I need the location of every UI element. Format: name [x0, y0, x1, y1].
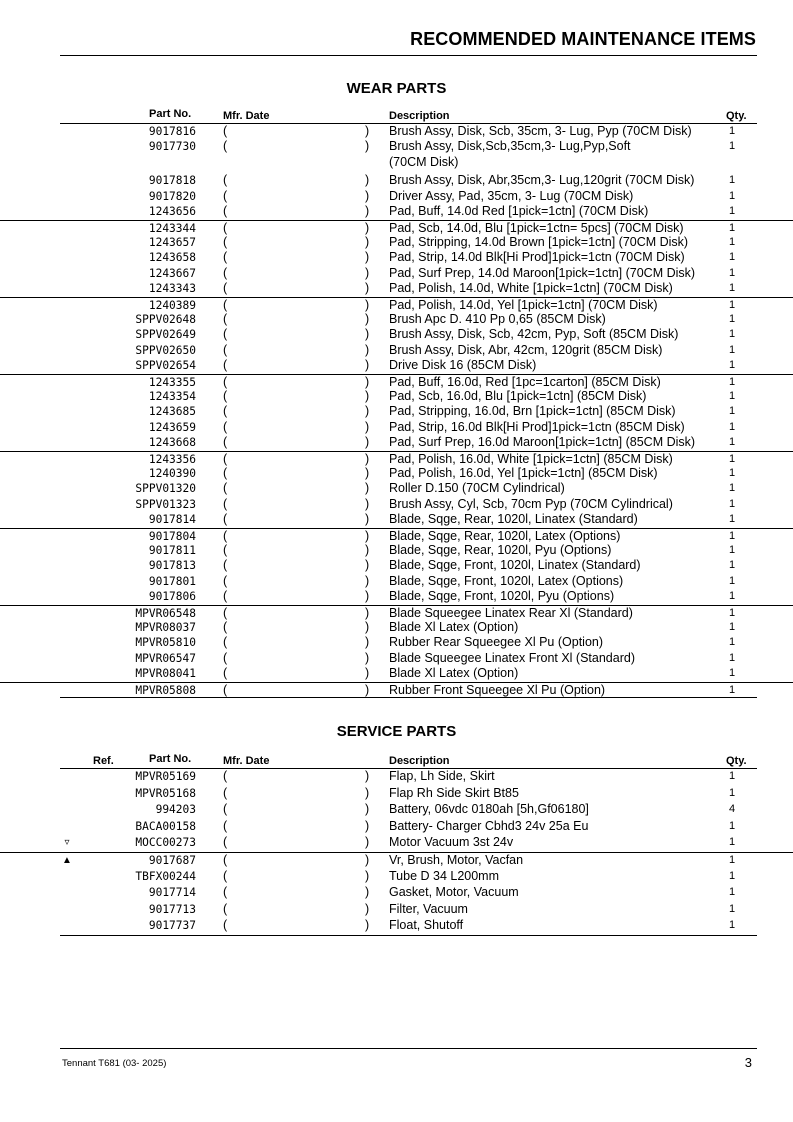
- part-number: 9017730: [148, 140, 196, 154]
- quantity: 1: [728, 420, 736, 433]
- mfr-date-close-paren: ): [365, 802, 370, 817]
- part-number: 1243656: [148, 205, 196, 219]
- mfr-date-close-paren: ): [365, 204, 370, 219]
- mfr-date-close-paren: ): [365, 311, 370, 326]
- quantity: 1: [728, 513, 736, 526]
- table-row: [0, 266, 793, 281]
- footer-rule: [60, 1048, 757, 1049]
- quantity: 1: [728, 251, 736, 264]
- mfr-date-close-paren: ): [365, 619, 370, 634]
- part-number: 9017818: [148, 174, 196, 188]
- mfr-date-open-paren: (: [223, 573, 228, 588]
- part-number: 1243344: [148, 221, 196, 235]
- mfr-date-open-paren: (: [223, 451, 228, 466]
- mfr-date-open-paren: (: [223, 650, 228, 665]
- part-number: 1243668: [148, 436, 196, 450]
- mfr-date-open-paren: (: [223, 769, 228, 783]
- page-number: 3: [744, 1055, 752, 1070]
- description: Blade, Sqge, Front, 1020l, Linatex (Standard): [389, 558, 641, 573]
- wear-col-mfr-date: Mfr. Date: [223, 110, 270, 122]
- part-number: 9017737: [148, 919, 196, 933]
- mfr-date-open-paren: (: [223, 188, 228, 203]
- mfr-date-close-paren: ): [365, 297, 370, 312]
- description: Brush Assy, Disk,Scb,35cm,3- Lug,Pyp,Soft: [389, 139, 631, 154]
- mfr-date-close-paren: ): [365, 173, 370, 188]
- mfr-date-open-paren: (: [223, 868, 228, 883]
- description: Pad, Scb, 14.0d, Blu [1pick=1ctn= 5pcs] (70CM Disk): [389, 220, 684, 235]
- part-number: 994203: [155, 803, 196, 817]
- quantity: 1: [728, 620, 736, 633]
- part-number: 9017811: [148, 543, 196, 557]
- description: Blade, Sqge, Rear, 1020l, Pyu (Options): [389, 542, 612, 557]
- quantity: 1: [728, 651, 736, 664]
- quantity: 1: [728, 436, 736, 449]
- part-number: 9017713: [148, 902, 196, 916]
- part-number: MPVR08041: [135, 667, 196, 681]
- description: Pad, Polish, 14.0d, White [1pick=1ctn] (70CM Disk): [389, 281, 673, 296]
- table-row: [0, 589, 793, 604]
- part-number: 1243355: [148, 375, 196, 389]
- mfr-date-close-paren: ): [365, 327, 370, 342]
- quantity: 1: [728, 343, 736, 356]
- mfr-date-open-paren: (: [223, 558, 228, 573]
- mfr-date-open-paren: (: [223, 481, 228, 496]
- description: Motor Vacuum 3st 24v: [389, 835, 514, 850]
- description: Driver Assy, Pad, 35cm, 3- Lug (70CM Disk): [389, 188, 634, 203]
- mfr-date-open-paren: (: [223, 311, 228, 326]
- mfr-date-close-paren: ): [365, 265, 370, 280]
- wear-parts-title: WEAR PARTS: [346, 80, 447, 97]
- table-row: [0, 327, 793, 342]
- part-number: MPVR05169: [135, 770, 196, 783]
- table-row: [0, 902, 793, 917]
- mfr-date-open-paren: (: [223, 853, 228, 867]
- description: Pad, Polish, 16.0d, White [1pick=1ctn] (85CM Disk): [389, 451, 673, 466]
- mfr-date-open-paren: (: [223, 374, 228, 389]
- part-number: 9017820: [148, 189, 196, 203]
- mfr-date-close-paren: ): [365, 139, 370, 154]
- part-number: MPVR06548: [135, 606, 196, 620]
- quantity: 1: [728, 359, 736, 372]
- table-row: [0, 605, 793, 621]
- mfr-date-open-paren: (: [223, 619, 228, 634]
- description: Pad, Stripping, 14.0d Brown [1pick=1ctn] (70CM Disk): [389, 234, 689, 249]
- mfr-date-close-paren: ): [365, 374, 370, 389]
- table-row: [0, 312, 793, 327]
- table-row: [0, 389, 793, 404]
- description: Gasket, Motor, Vacuum: [389, 885, 519, 900]
- mfr-date-close-paren: ): [365, 419, 370, 434]
- description: Pad, Buff, 14.0d Red [1pick=1ctn] (70CM Disk): [389, 204, 649, 219]
- quantity: 1: [728, 786, 736, 799]
- table-row: [0, 466, 793, 481]
- mfr-date-open-paren: (: [223, 173, 228, 188]
- description-continued: (70CM Disk): [389, 154, 459, 169]
- service-col-part-no: Part No.: [149, 753, 192, 765]
- part-number: 1243685: [148, 405, 196, 419]
- mfr-date-close-paren: ): [365, 589, 370, 604]
- description: Pad, Stripping, 16.0d, Brn [1pick=1ctn] (85CM Disk): [389, 404, 676, 419]
- mfr-date-open-paren: (: [223, 234, 228, 249]
- quantity: 1: [728, 125, 736, 137]
- description: Brush Assy, Disk, Abr, 42cm, 120grit (85CM Disk): [389, 342, 663, 357]
- description: Blade, Sqge, Front, 1020l, Latex (Options): [389, 573, 624, 588]
- mfr-date-open-paren: (: [223, 885, 228, 900]
- mfr-date-close-paren: ): [365, 528, 370, 543]
- mfr-date-close-paren: ): [365, 682, 370, 697]
- quantity: 1: [728, 389, 736, 402]
- table-row: [0, 250, 793, 265]
- part-number: 1243658: [148, 251, 196, 265]
- description: Filter, Vacuum: [389, 901, 468, 916]
- description: Pad, Surf Prep, 16.0d Maroon[1pick=1ctn] (85CM Disk): [389, 435, 696, 450]
- part-number: SPPV02649: [135, 328, 196, 342]
- part-number: MPVR05808: [135, 683, 196, 697]
- mfr-date-close-paren: ): [365, 818, 370, 833]
- description: Blade, Sqge, Front, 1020l, Pyu (Options): [389, 589, 615, 604]
- description: Blade Xl Latex (Option): [389, 666, 519, 681]
- quantity: 1: [728, 819, 736, 832]
- table-row: [0, 651, 793, 666]
- mfr-date-open-paren: (: [223, 635, 228, 650]
- description: Battery- Charger Cbhd3 24v 25a Eu: [389, 818, 589, 833]
- part-number: 1243356: [148, 452, 196, 466]
- quantity: 1: [728, 235, 736, 248]
- table-row: [0, 558, 793, 573]
- quantity: 1: [728, 189, 736, 202]
- part-number: MPVR06547: [135, 651, 196, 665]
- part-number: TBFX00244: [135, 869, 196, 883]
- mfr-date-close-paren: ): [365, 868, 370, 883]
- description: Pad, Strip, 16.0d Blk[Hi Prod]1pick=1ctn (85CM Disk): [389, 419, 685, 434]
- ref-marker: ▲: [62, 855, 72, 866]
- description: Brush Apc D. 410 Pp 0,65 (85CM Disk): [389, 311, 606, 326]
- wear-table-bottom-rule: [60, 697, 757, 698]
- mfr-date-open-paren: (: [223, 542, 228, 557]
- quantity: 1: [728, 452, 736, 465]
- description: Drive Disk 16 (85CM Disk): [389, 358, 537, 373]
- mfr-date-open-paren: (: [223, 528, 228, 543]
- description: Pad, Buff, 16.0d, Red [1pc=1carton] (85CM Disk): [389, 374, 661, 389]
- quantity: 1: [728, 543, 736, 556]
- mfr-date-open-paren: (: [223, 265, 228, 280]
- mfr-date-open-paren: (: [223, 589, 228, 604]
- header-rule: [60, 55, 757, 56]
- table-row: [0, 139, 793, 154]
- description: Rubber Front Squeegee Xl Pu (Option): [389, 682, 606, 697]
- part-number: 1243354: [148, 389, 196, 403]
- service-col-mfr-date: Mfr. Date: [223, 755, 270, 767]
- table-row: [0, 666, 793, 681]
- mfr-date-open-paren: (: [223, 124, 228, 138]
- description: Blade, Sqge, Rear, 1020l, Latex (Options): [389, 528, 621, 543]
- mfr-date-open-paren: (: [223, 918, 228, 933]
- mfr-date-open-paren: (: [223, 204, 228, 219]
- mfr-date-close-paren: ): [365, 573, 370, 588]
- part-number: 1240389: [148, 298, 196, 312]
- mfr-date-close-paren: ): [365, 785, 370, 800]
- description: Roller D.150 (70CM Cylindrical): [389, 481, 565, 496]
- table-row: [0, 852, 793, 868]
- table-row: [0, 204, 793, 219]
- mfr-date-close-paren: ): [365, 388, 370, 403]
- table-row: [0, 220, 793, 236]
- service-col-qty: Qty.: [726, 755, 747, 767]
- mfr-date-close-paren: ): [365, 342, 370, 357]
- footer-document-id: Tennant T681 (03- 2025): [62, 1058, 167, 1069]
- mfr-date-open-paren: (: [223, 358, 228, 373]
- description: Float, Shutoff: [389, 918, 464, 933]
- mfr-date-close-paren: ): [365, 666, 370, 681]
- mfr-date-open-paren: (: [223, 496, 228, 511]
- table-row: [0, 635, 793, 650]
- table-row: [0, 481, 793, 496]
- part-number: 1243657: [148, 235, 196, 249]
- mfr-date-close-paren: ): [365, 635, 370, 650]
- quantity: 1: [728, 836, 736, 849]
- quantity: 1: [728, 559, 736, 572]
- mfr-date-close-paren: ): [365, 465, 370, 480]
- mfr-date-open-paren: (: [223, 435, 228, 450]
- quantity: 1: [728, 574, 736, 587]
- mfr-date-close-paren: ): [365, 250, 370, 265]
- description: Tube D 34 L200mm: [389, 868, 500, 883]
- mfr-date-close-paren: ): [365, 188, 370, 203]
- mfr-date-close-paren: ): [365, 769, 370, 783]
- part-number: SPPV02650: [135, 343, 196, 357]
- mfr-date-close-paren: ): [365, 234, 370, 249]
- mfr-date-open-paren: (: [223, 802, 228, 817]
- description: Pad, Polish, 16.0d, Yel [1pick=1ctn] (85CM Disk): [389, 465, 658, 480]
- part-number: MPVR05168: [135, 786, 196, 800]
- description: Pad, Polish, 14.0d, Yel [1pick=1ctn] (70CM Disk): [389, 297, 658, 312]
- service-table-bottom-rule: [60, 935, 757, 936]
- mfr-date-open-paren: (: [223, 139, 228, 154]
- quantity: 1: [728, 221, 736, 234]
- mfr-date-close-paren: ): [365, 358, 370, 373]
- mfr-date-close-paren: ): [365, 853, 370, 867]
- mfr-date-close-paren: ): [365, 404, 370, 419]
- quantity: 1: [728, 174, 736, 187]
- description: Pad, Strip, 14.0d Blk[Hi Prod]1pick=1ctn (70CM Disk): [389, 250, 685, 265]
- table-row: [0, 404, 793, 419]
- table-row: [0, 574, 793, 589]
- table-row: [0, 420, 793, 435]
- table-row: [0, 543, 793, 558]
- quantity: 1: [728, 770, 736, 782]
- table-row: [0, 512, 793, 527]
- description: Flap Rh Side Skirt Bt85: [389, 785, 519, 800]
- quantity: 1: [728, 328, 736, 341]
- table-row: [0, 374, 793, 390]
- mfr-date-close-paren: ): [365, 481, 370, 496]
- part-number: 9017801: [148, 574, 196, 588]
- quantity: 1: [728, 636, 736, 649]
- mfr-date-open-paren: (: [223, 785, 228, 800]
- mfr-date-open-paren: (: [223, 297, 228, 312]
- quantity: 1: [728, 140, 736, 153]
- mfr-date-open-paren: (: [223, 835, 228, 850]
- mfr-date-open-paren: (: [223, 281, 228, 296]
- part-number: SPPV01320: [135, 482, 196, 496]
- part-number: 9017804: [148, 529, 196, 543]
- description: Brush Assy, Disk, Scb, 35cm, 3- Lug, Pyp (70CM Disk): [389, 124, 692, 138]
- table-row: [0, 281, 793, 296]
- service-parts-title: SERVICE PARTS: [336, 723, 457, 740]
- part-number: 1243659: [148, 420, 196, 434]
- part-number: SPPV02654: [135, 359, 196, 373]
- mfr-date-close-paren: ): [365, 281, 370, 296]
- mfr-date-open-paren: (: [223, 419, 228, 434]
- table-row: [0, 819, 793, 834]
- table-row: [0, 869, 793, 884]
- ref-marker: ▿: [64, 837, 70, 849]
- part-number: 9017806: [148, 590, 196, 604]
- quantity: 1: [728, 606, 736, 619]
- table-row: [0, 802, 793, 817]
- mfr-date-open-paren: (: [223, 342, 228, 357]
- table-row: [0, 835, 793, 850]
- quantity: 1: [728, 886, 736, 899]
- table-row: [0, 918, 793, 933]
- description: Blade Squeegee Linatex Rear Xl (Standard): [389, 605, 633, 620]
- description: Vr, Brush, Motor, Vacfan: [389, 853, 524, 867]
- mfr-date-open-paren: (: [223, 666, 228, 681]
- mfr-date-open-paren: (: [223, 818, 228, 833]
- wear-col-part-no: Part No.: [149, 108, 192, 120]
- service-col-description: Description: [389, 755, 450, 767]
- table-row: [0, 358, 793, 373]
- page-title: RECOMMENDED MAINTENANCE ITEMS: [410, 29, 756, 49]
- quantity: 1: [728, 869, 736, 882]
- mfr-date-close-paren: ): [365, 124, 370, 138]
- part-number: MPVR05810: [135, 636, 196, 650]
- mfr-date-open-paren: (: [223, 512, 228, 527]
- table-row: [0, 235, 793, 250]
- mfr-date-close-paren: ): [365, 496, 370, 511]
- description: Blade Squeegee Linatex Front Xl (Standard): [389, 650, 635, 665]
- quantity: 1: [728, 282, 736, 295]
- quantity: 1: [728, 266, 736, 279]
- part-number: 9017816: [148, 125, 196, 138]
- mfr-date-close-paren: ): [365, 435, 370, 450]
- quantity: 1: [728, 919, 736, 932]
- quantity: 1: [728, 902, 736, 915]
- part-number: 9017687: [148, 854, 196, 867]
- table-row: [0, 620, 793, 635]
- mfr-date-close-paren: ): [365, 451, 370, 466]
- mfr-date-open-paren: (: [223, 220, 228, 235]
- table-row: [0, 343, 793, 358]
- mfr-date-open-paren: (: [223, 682, 228, 697]
- quantity: 1: [728, 854, 736, 866]
- quantity: 1: [728, 482, 736, 495]
- mfr-date-close-paren: ): [365, 512, 370, 527]
- quantity: 1: [728, 590, 736, 603]
- mfr-date-close-paren: ): [365, 918, 370, 933]
- description: Blade Xl Latex (Option): [389, 619, 519, 634]
- mfr-date-close-paren: ): [365, 542, 370, 557]
- mfr-date-close-paren: ): [365, 885, 370, 900]
- quantity: 4: [728, 803, 736, 816]
- mfr-date-open-paren: (: [223, 250, 228, 265]
- table-row: [0, 528, 793, 544]
- part-number: MPVR08037: [135, 620, 196, 634]
- table-row: [0, 173, 793, 188]
- mfr-date-open-paren: (: [223, 404, 228, 419]
- quantity: 1: [728, 375, 736, 388]
- quantity: 1: [728, 667, 736, 680]
- quantity: 1: [728, 205, 736, 218]
- table-row: [0, 189, 793, 204]
- quantity: 1: [728, 683, 736, 696]
- part-number: 9017714: [148, 886, 196, 900]
- description: Pad, Surf Prep, 14.0d Maroon[1pick=1ctn] (70CM Disk): [389, 265, 696, 280]
- mfr-date-close-paren: ): [365, 220, 370, 235]
- table-row: [0, 885, 793, 900]
- description: Brush Assy, Cyl, Scb, 70cm Pyp (70CM Cylindrical): [389, 496, 673, 511]
- description: Pad, Scb, 16.0d, Blu [1pick=1ctn] (85CM Disk): [389, 388, 647, 403]
- wear-col-description: Description: [389, 110, 450, 122]
- part-number: SPPV01323: [135, 497, 196, 511]
- part-number: MOCC00273: [135, 836, 196, 850]
- quantity: 1: [728, 497, 736, 510]
- table-row: [0, 451, 793, 467]
- description: Blade, Sqge, Rear, 1020l, Linatex (Standard): [389, 512, 638, 527]
- service-col-ref: Ref.: [93, 755, 114, 767]
- quantity: 1: [728, 312, 736, 325]
- wear-col-qty: Qty.: [726, 110, 747, 122]
- part-number: 9017814: [148, 513, 196, 527]
- description: Battery, 06vdc 0180ah [5h,Gf06180]: [389, 802, 589, 817]
- quantity: 1: [728, 298, 736, 311]
- part-number: 1243667: [148, 266, 196, 280]
- table-row: [0, 124, 793, 139]
- mfr-date-close-paren: ): [365, 558, 370, 573]
- table-row: [0, 297, 793, 313]
- mfr-date-open-paren: (: [223, 605, 228, 620]
- mfr-date-close-paren: ): [365, 901, 370, 916]
- quantity: 1: [728, 529, 736, 542]
- description: Brush Assy, Disk, Abr,35cm,3- Lug,120grit (70CM Disk): [389, 173, 695, 188]
- part-number: BACA00158: [135, 819, 196, 833]
- description: Flap, Lh Side, Skirt: [389, 769, 495, 783]
- mfr-date-close-paren: ): [365, 650, 370, 665]
- description: Rubber Rear Squeegee Xl Pu (Option): [389, 635, 604, 650]
- quantity: 1: [728, 405, 736, 418]
- table-row: [0, 682, 793, 698]
- mfr-date-open-paren: (: [223, 388, 228, 403]
- part-number: 1243343: [148, 282, 196, 296]
- quantity: 1: [728, 466, 736, 479]
- description: Brush Assy, Disk, Scb, 42cm, Pyp, Soft (85CM Disk): [389, 327, 679, 342]
- part-number: 9017813: [148, 559, 196, 573]
- mfr-date-open-paren: (: [223, 327, 228, 342]
- table-row: [0, 786, 793, 801]
- mfr-date-close-paren: ): [365, 605, 370, 620]
- mfr-date-open-paren: (: [223, 901, 228, 916]
- part-number: 1240390: [148, 466, 196, 480]
- table-row: [0, 497, 793, 512]
- table-row: [0, 769, 793, 784]
- mfr-date-close-paren: ): [365, 835, 370, 850]
- table-row: [0, 435, 793, 450]
- mfr-date-open-paren: (: [223, 465, 228, 480]
- part-number: SPPV02648: [135, 312, 196, 326]
